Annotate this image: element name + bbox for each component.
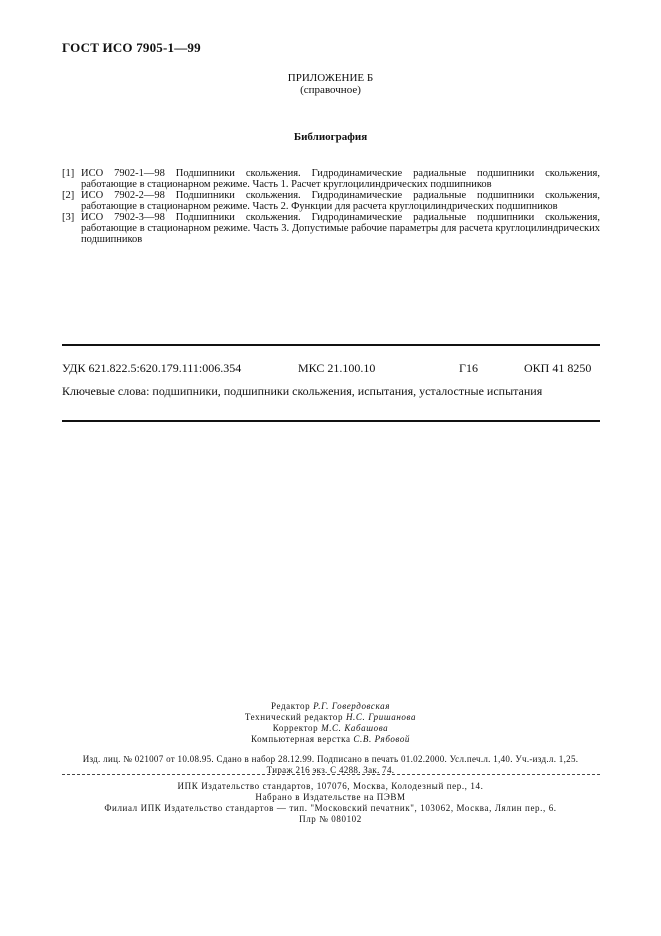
appendix-title: ПРИЛОЖЕНИЕ Б bbox=[287, 72, 374, 84]
classification-row bbox=[62, 361, 600, 375]
print-info-line: Тираж 216 экз. С 4288. Зак. 74. bbox=[266, 765, 395, 775]
publisher-line: Филиал ИПК Издательство стандартов — тип. "Московский печатник", 103062, Москва, Лялин пер., 6. bbox=[104, 803, 557, 813]
tech-editor-name: Н.С. Гришанова bbox=[345, 712, 417, 722]
publisher-line: Набрано в Издательстве на ПЭВМ bbox=[255, 792, 406, 802]
bibliography-item bbox=[62, 190, 600, 212]
bottom-divider bbox=[62, 420, 600, 422]
editor-name: Р.Г. Говердовская bbox=[313, 701, 390, 711]
appendix-subtitle: (справочное) bbox=[300, 84, 361, 96]
bibliography-item-text: ИСО 7902-3—98 Подшипники скольжения. Гидродинамические радиальные подшипники скольжения, работающие в стационарном режиме. Часть 3. Допустимые рабочие параметры для расчета круглоцилиндрических подшипников bbox=[81, 212, 600, 245]
bibliography-list bbox=[62, 168, 600, 245]
publisher-block bbox=[0, 781, 661, 825]
document-header: ГОСТ ИСО 7905-1—99 bbox=[62, 40, 201, 55]
publisher-line: Плр № 080102 bbox=[299, 814, 362, 824]
bibliography-item-number: [3] bbox=[62, 212, 75, 223]
bibliography-item-text: ИСО 7902-2—98 Подшипники скольжения. Гидродинамические радиальные подшипники скольжения, работающие в стационарном режиме. Часть 2. Функции для расчета круглоцилиндрических подшипников bbox=[81, 190, 600, 212]
dashed-divider bbox=[62, 774, 600, 775]
tech-editor-line: Технический редактор Н.С. Гришанова bbox=[244, 712, 417, 722]
print-info-line: Изд. лиц. № 021007 от 10.08.95. Сдано в набор 28.12.99. Подписано в печать 01.02.2000. Усл.печ.л. 1,40. Уч.-изд.л. 1,25. bbox=[82, 754, 579, 764]
corrector-name: М.С. Кабашова bbox=[321, 723, 389, 733]
udk-code: УДК 621.822.5:620.179.111:006.354 bbox=[62, 361, 242, 375]
bibliography-title: Библиография bbox=[293, 131, 368, 143]
keywords: Ключевые слова: подшипники, подшипники скольжения, испытания, усталостные испытания bbox=[62, 384, 543, 398]
g-code: Г16 bbox=[459, 361, 478, 375]
credits-block bbox=[0, 701, 661, 745]
appendix-heading bbox=[0, 72, 661, 96]
corrector-line: Корректор М.С. Кабашова bbox=[272, 723, 389, 733]
editor-line: Редактор Р.Г. Говердовская bbox=[270, 701, 390, 711]
layout-line: Компьютерная верстка С.В. Рябовой bbox=[250, 734, 411, 744]
top-divider bbox=[62, 344, 600, 346]
bibliography-item bbox=[62, 212, 600, 245]
okp-code: ОКП 41 8250 bbox=[524, 361, 592, 375]
bibliography-item-number: [2] bbox=[62, 190, 75, 201]
bibliography-item-number: [1] bbox=[62, 168, 75, 179]
bibliography-item bbox=[62, 168, 600, 190]
bibliography-item-text: ИСО 7902-1—98 Подшипники скольжения. Гидродинамические радиальные подшипники скольжения, работающие в стационарном режиме. Часть 1. Расчет круглоцилиндрических подшипников bbox=[81, 168, 600, 190]
mks-code: МКС 21.100.10 bbox=[298, 361, 376, 375]
publisher-line: ИПК Издательство стандартов, 107076, Москва, Колодезный пер., 14. bbox=[177, 781, 484, 791]
layout-name: С.В. Рябовой bbox=[353, 734, 411, 744]
print-info bbox=[0, 754, 661, 776]
